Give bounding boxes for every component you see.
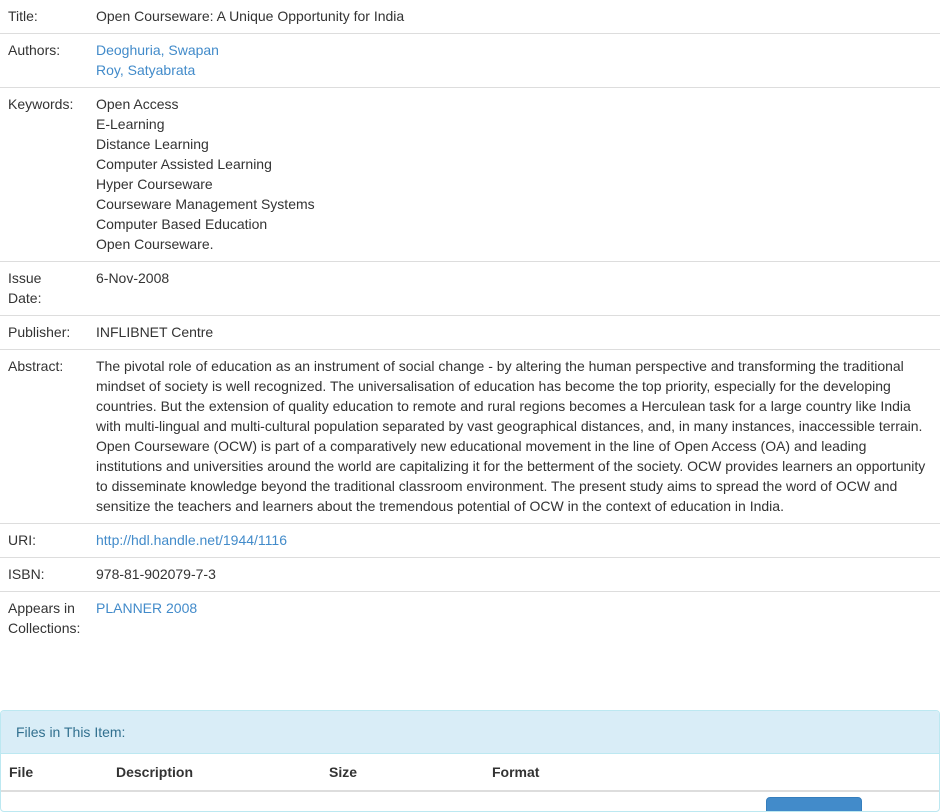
metadata-row-issue-date [0, 262, 940, 316]
files-panel-heading: Files in This Item: [1, 711, 939, 754]
file-column-header: File [1, 754, 108, 791]
collections-label [0, 592, 88, 646]
files-table-header [1, 754, 939, 791]
keyword: Distance Learning [96, 136, 209, 152]
keyword: Hyper Courseware [96, 176, 213, 192]
metadata-row-keywords [0, 88, 940, 262]
uri-label: URI: [0, 524, 88, 558]
metadata-row-authors [0, 34, 940, 88]
issue-date-label-line1: Issue [8, 270, 42, 286]
isbn-label: ISBN: [0, 558, 88, 592]
keywords-label: Keywords: [0, 88, 88, 262]
files-panel [0, 710, 940, 812]
issue-date-value: 6-Nov-2008 [88, 262, 940, 316]
authors-list [88, 34, 940, 88]
abstract-label: Abstract: [0, 350, 88, 524]
metadata-row-uri [0, 524, 940, 558]
metadata-row-title [0, 0, 940, 34]
collections-label-line1: Appears in [8, 600, 75, 616]
keyword: Open Courseware. [96, 236, 214, 252]
metadata-row-collections [0, 592, 940, 646]
metadata-row-publisher [0, 316, 940, 350]
description-column-header: Description [108, 754, 321, 791]
isbn-value: 978-81-902079-7-3 [88, 558, 940, 592]
abstract-text: The pivotal role of education as an instrument of social change - by altering the human perspective and transforming the traditional mindset of society is well recognized. The universalisation of education has become the top priority, especially for the developing countries. But the extension of quality education to remote and rural regions becomes a Herculean task for a large country like India with multi-lingual and multi-cultural population separated by vast geographical distances, and, in many instances, inaccessible terrain. Open Courseware (OCW) is part of a comparatively new educational movement in the line of Open Access (OA) and leading institutions and universities around the world are capitalizing it for the betterment of the society. OCW provides learners an opportunity to disseminate knowledge beyond the traditional classroom environment. The present study aims to spread the word of OCW and sensitize the teachers and learners about the tremendous potential of OCW in the context of education in India. [88, 350, 940, 524]
authors-label: Authors: [0, 34, 88, 88]
keyword: Computer Based Education [96, 216, 268, 232]
size-column-header: Size [321, 754, 484, 791]
publisher-label: Publisher: [0, 316, 88, 350]
publisher-value: INFLIBNET Centre [88, 316, 940, 350]
keyword: E-Learning [96, 116, 165, 132]
author-link[interactable]: Deoghuria, Swapan [96, 42, 219, 58]
metadata-row-isbn [0, 558, 940, 592]
uri-link[interactable]: http://hdl.handle.net/1944/1116 [96, 532, 287, 548]
keyword: Computer Assisted Learning [96, 156, 272, 172]
keywords-list [88, 88, 940, 262]
format-column-header: Format [484, 754, 939, 791]
issue-date-label-line2: Date: [8, 290, 42, 306]
view-open-button[interactable] [766, 797, 862, 812]
collections-label-line2: Collections: [8, 620, 81, 636]
metadata-row-abstract [0, 350, 940, 524]
title-value: Open Courseware: A Unique Opportunity for India [96, 8, 405, 24]
keyword: Courseware Management Systems [96, 196, 315, 212]
title-label: Title: [8, 8, 38, 24]
collection-link[interactable]: PLANNER 2008 [96, 600, 198, 616]
author-link[interactable]: Roy, Satyabrata [96, 62, 196, 78]
issue-date-label [0, 262, 88, 316]
files-table [1, 754, 939, 792]
keyword: Open Access [96, 96, 179, 112]
